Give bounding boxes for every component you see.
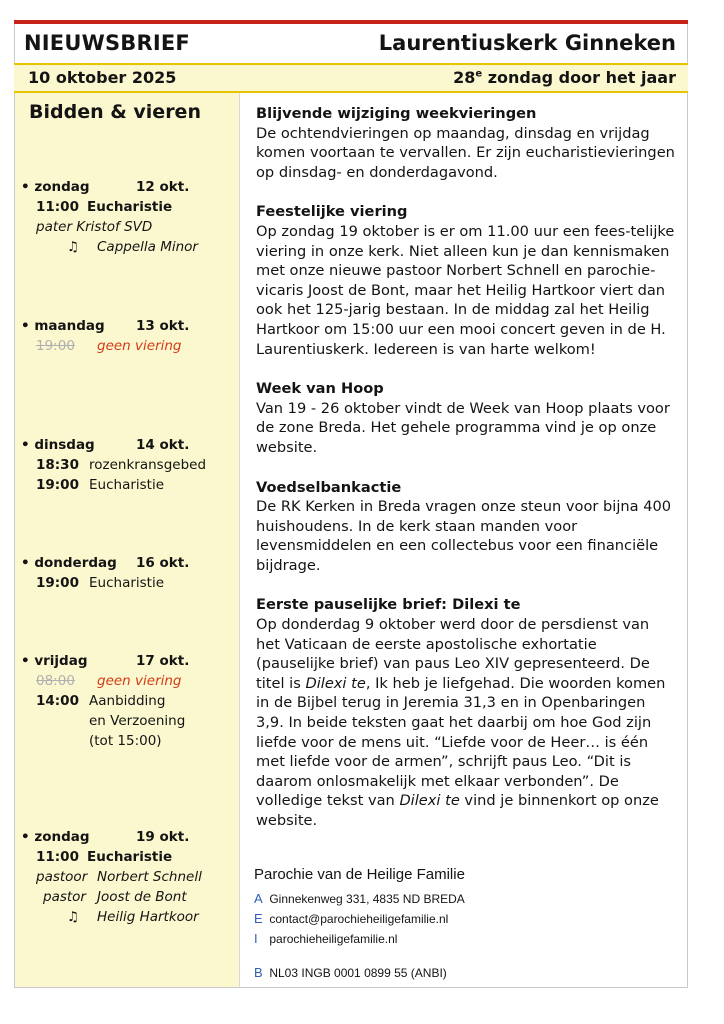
address-key: A (254, 891, 263, 906)
newsletter-title: NIEUWSBRIEF (24, 31, 190, 55)
celebrant-name: Joost de Bont (97, 889, 187, 905)
sunday-text: zondag door het jaar (482, 68, 676, 87)
schedule-day-friday-17 (21, 651, 231, 751)
day-name: zondag (34, 829, 90, 845)
music-note-icon: ♫ (67, 909, 80, 925)
service-time: 14:00 (36, 693, 79, 709)
service-event: rozenkransgebed (89, 457, 207, 473)
articles-column (256, 104, 676, 851)
sidebar-title: Bidden & vieren (29, 101, 201, 123)
schedule-day-tuesday-14 (21, 435, 231, 495)
celebrant-name: Norbert Schnell (97, 869, 202, 885)
cancelled-label: geen viering (97, 338, 182, 354)
service-event: Eucharistie (89, 575, 165, 591)
service-time: 18:30 (36, 457, 79, 473)
article-weekvieringen (256, 104, 676, 182)
role-label: pastoor (36, 869, 88, 885)
service-time: 19:00 (36, 477, 79, 493)
article-text: Op donderdag 9 oktober werd door de persdienst van het Vaticaan de eerste apostolische exhortatie (pauselijke brief) van paus Leo XIV gepresenteerd. De titel is (256, 616, 650, 692)
address-line (254, 889, 674, 909)
day-name: zondag (34, 179, 90, 195)
schedule-day-sunday-19 (21, 827, 231, 927)
article-text: vind je binnenkort op onze website. (256, 792, 659, 829)
bank-line (254, 963, 674, 983)
document-title-italic: Dilexi te (305, 674, 366, 692)
sunday-ordinal: e (475, 68, 483, 80)
church-name: Laurentiuskerk Ginneken (378, 31, 676, 55)
email-line (254, 909, 674, 929)
day-date: 14 okt. (136, 437, 190, 453)
day-label (21, 435, 95, 455)
music-note-icon: ♫ (67, 239, 80, 255)
schedule-sidebar (15, 93, 240, 987)
article-voedselbankactie (256, 478, 676, 576)
article-body: De ochtendvieringen op maandag, dinsdag en vrijdag komen voortaan te vervallen. Er zijn eucharistievieringen op dinsdag- en donderdagavond. (256, 124, 675, 181)
day-name: donderdag (34, 555, 117, 571)
cancelled-time: 19:00 (36, 338, 75, 354)
contact-spacer (254, 949, 674, 963)
article-text: , Ik heb je liefgehad. Die woorden komen in de Bijbel terug in Jeremia 31,3 en in Openbaringen 3,9. In beide teksten gaat het daarbij om hoe God zijn liefde voor de mens uit. “Liefde voor de Heer… is één met liefde voor de armen”, schrijft paus Leo. “Dit is daarom onlosmakelijk met elkaar verbonden”. De volledige tekst van (256, 674, 666, 810)
day-name: dinsdag (34, 437, 95, 453)
website-link[interactable]: parochieheiligefamilie.nl (269, 932, 398, 946)
article-dilexi-te (256, 595, 676, 830)
day-name: vrijdag (34, 653, 88, 669)
service-event: Eucharistie (89, 477, 165, 493)
service-event: Aanbidding (89, 693, 166, 709)
celebrant: pater Kristof SVD (36, 219, 153, 235)
bank-key: B (254, 965, 263, 980)
issue-date: 10 oktober 2025 (28, 68, 177, 87)
day-label (21, 177, 90, 197)
service-end-time: (tot 15:00) (89, 733, 162, 749)
day-label (21, 553, 117, 573)
schedule-day-thursday-16 (21, 553, 231, 593)
website-key: I (254, 931, 258, 946)
day-date: 19 okt. (136, 829, 190, 845)
article-title: Feestelijke viering (256, 203, 408, 221)
day-date: 13 okt. (136, 318, 190, 334)
article-title: Eerste pauselijke brief: Dilexi te (256, 596, 521, 614)
choir: Cappella Minor (97, 239, 198, 255)
day-label (21, 827, 90, 847)
service-time: 11:00 (36, 849, 79, 865)
service-time: 11:00 (36, 199, 79, 215)
day-date: 17 okt. (136, 653, 190, 669)
day-name: maandag (34, 318, 105, 334)
bullet-icon: • (21, 318, 30, 334)
article-feestelijke-viering (256, 202, 676, 359)
cancelled-label: geen viering (97, 673, 182, 689)
article-body (256, 615, 676, 831)
article-title: Week van Hoop (256, 380, 384, 398)
bullet-icon: • (21, 179, 30, 195)
role-label: pastor (43, 889, 86, 905)
article-body: De RK Kerken in Breda vragen onze steun voor bijna 400 huishoudens. In de kerk staan manden voor levensmiddelen en een collectebus voor een financiële bijdrage. (256, 498, 672, 574)
sunday-number: 28 (453, 68, 476, 87)
schedule-day-monday-13 (21, 316, 231, 356)
service-event: Eucharistie (87, 849, 173, 865)
email-key: E (254, 911, 263, 926)
parish-contact (254, 866, 674, 983)
article-title: Voedselbankactie (256, 478, 402, 496)
parish-name: Parochie van de Heilige Familie (254, 866, 465, 883)
service-event-cont: en Verzoening (89, 713, 186, 729)
bullet-icon: • (21, 653, 30, 669)
day-label (21, 316, 105, 336)
schedule-day-sunday-12 (21, 177, 231, 257)
service-time: 19:00 (36, 575, 79, 591)
bullet-icon: • (21, 829, 30, 845)
article-body: Op zondag 19 oktober is er om 11.00 uur een fees-telijke viering in onze kerk. Niet alleen kun je dan kennismaken met onze nieuwe pastoor Norbert Schnell en parochie-vicaris Joost de Bont, maar het Heilig Hartkoor viert dan ook het 125-jarig bestaan. In de middag zal het Heilig Hartkoor om 15:00 uur een mooi concert geven in de H. Laurentiuskerk. Iedereen is van harte welkom! (256, 222, 675, 358)
cancelled-time: 08:00 (36, 673, 75, 689)
website-line (254, 929, 674, 949)
day-date: 12 okt. (136, 179, 190, 195)
document-title-italic: Dilexi te (399, 792, 460, 810)
day-label (21, 651, 88, 671)
masthead (14, 24, 688, 64)
service-event: Eucharistie (87, 199, 173, 215)
bullet-icon: • (21, 555, 30, 571)
day-date: 16 okt. (136, 555, 190, 571)
email-link[interactable]: contact@parochieheiligefamilie.nl (269, 912, 449, 926)
article-title: Blijvende wijziging weekvieringen (256, 105, 537, 122)
date-bar (14, 65, 688, 93)
article-body: Van 19 - 26 oktober vindt de Week van Hoop plaats voor de zone Breda. Het gehele programma vind je op onze website. (256, 399, 670, 456)
address: Ginnekenweg 331, 4835 ND BREDA (269, 892, 465, 906)
article-week-van-hoop (256, 379, 676, 457)
bank-account: NL03 INGB 0001 0899 55 (ANBI) (269, 966, 447, 980)
choir: Heilig Hartkoor (97, 909, 199, 925)
bullet-icon: • (21, 437, 30, 453)
liturgical-sunday (453, 68, 676, 87)
